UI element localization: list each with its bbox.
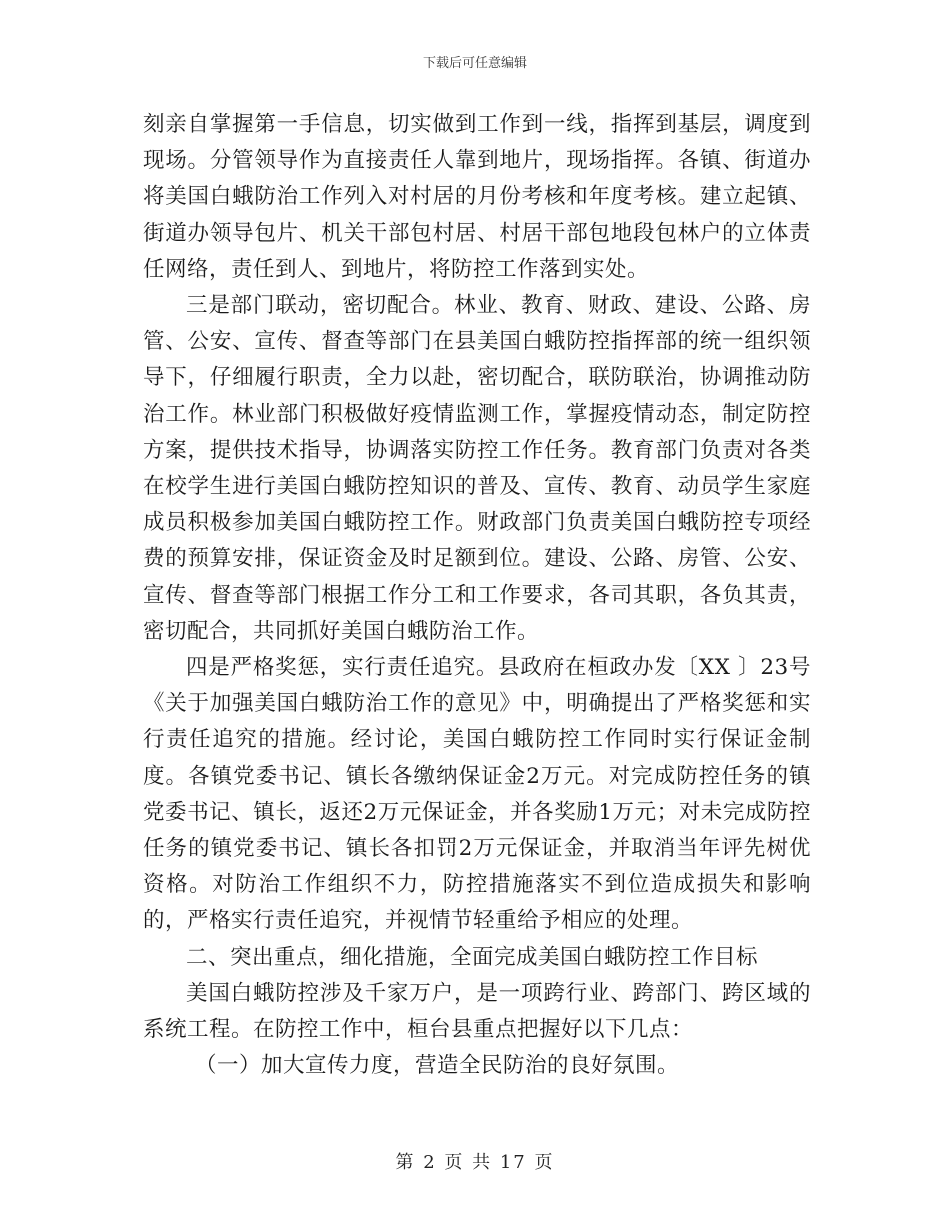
paragraph-5: 美国白蛾防控涉及千家万户，是一项跨行业、跨部门、跨区域的系统工程。在防控工作中，桓台县重点把握好以下几点： xyxy=(143,980,811,1043)
document-body xyxy=(143,107,811,1084)
paragraph-3: 四是严格奖惩，实行责任追究。县政府在桓政办发〔XX 〕23号《关于加强美国白蛾防治工作的意见》中，明确提出了严格奖惩和实行责任追究的措施。经讨论，美国白蛾防控工作同时实行保证金制度。各镇党委书记、镇长各缴纳保证金2万元。对完成防控任务的镇党委书记、镇长，返还2万元保证金，并各奖励1万元；对未完成防控任务的镇党委书记、镇长各扣罚2万元保证金，并取消当年评先树优资格。对防治工作组织不力，防控措施落实不到位造成损失和影响的，严格实行责任追究，并视情节轻重给予相应的处理。 xyxy=(143,655,811,934)
paragraph-2: 三是部门联动，密切配合。林业、教育、财政、建设、公路、房管、公安、宣传、督查等部门在县美国白蛾防控指挥部的统一组织领导下，仔细履行职责，全力以赴，密切配合，联防联治，协调推动防治工作。林业部门积极做好疫情监测工作，掌握疫情动态，制定防控方案，提供技术指导，协调落实防控工作任务。教育部门负责对各类在校学生进行美国白蛾防控知识的普及、宣传、教育、动员学生家庭成员积极参加美国白蛾防控工作。财政部门负责美国白蛾防控专项经费的预算安排，保证资金及时足额到位。建设、公路、房管、公安、宣传、督查等部门根据工作分工和工作要求，各司其职，各负其责，密切配合，共同抓好美国白蛾防治工作。 xyxy=(143,293,811,644)
page-number-footer: 第 2 页 共 17 页 xyxy=(395,1152,555,1173)
sub-heading: （一）加大宣传力度，营造全民防治的良好氛围。 xyxy=(195,1053,680,1079)
section-heading: 二、突出重点，细化措施，全面完成美国白蛾防控工作目标 xyxy=(186,944,759,970)
page-header: 下载后可任意编辑 xyxy=(422,56,527,71)
paragraph-1: 刻亲自掌握第一手信息，切实做到工作到一线，指挥到基层，调度到现场。分管领导作为直接责任人靠到地片，现场指挥。各镇、街道办将美国白蛾防治工作列入对村居的月份考核和年度考核。建立起镇、街道办领导包片、机关干部包村居、村居干部包地段包林户的立体责任网络，责任到人、到地片，将防控工作落到实处。 xyxy=(143,112,811,282)
